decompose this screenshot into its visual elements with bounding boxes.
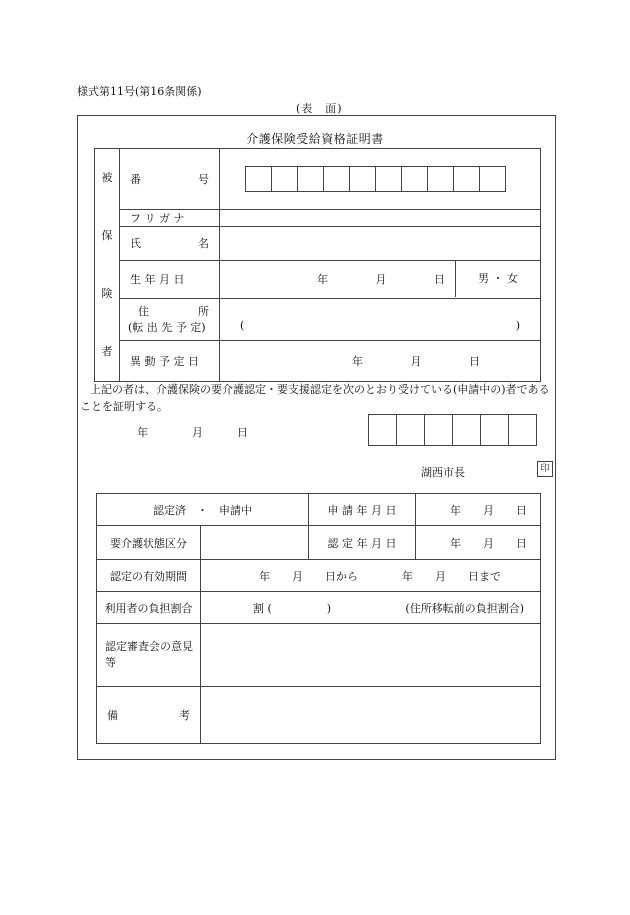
cert-date-year: 年 [137, 426, 148, 439]
birth-label: 生 年 月 日 [120, 260, 220, 298]
app-date-field[interactable]: 年 月 日 [416, 494, 541, 526]
side-char: 者 [101, 345, 113, 358]
name-field[interactable] [220, 226, 541, 260]
remarks-label: 備 考 [97, 687, 201, 744]
app-date-label: 申 請 年 月 日 [309, 494, 416, 526]
address-field[interactable]: ( ) [220, 298, 541, 340]
move-date-field[interactable]: 年 月 日 [220, 340, 541, 381]
furigana-label: フ リ ガ ナ [120, 209, 220, 226]
seal-mark: 印 [537, 461, 553, 477]
number-label: 番 号 [120, 149, 220, 210]
mayor-title: 湖西市長 [421, 466, 465, 479]
cert-date-label: 認 定 年 月 日 [309, 526, 416, 560]
cert-date-day: 日 [237, 426, 248, 439]
insured-table [94, 148, 541, 382]
form-number: 様式第11号(第16条関係) [77, 85, 202, 98]
opinion-label: 認定審査会の意見等 [97, 624, 201, 687]
validity-label: 認定の有効期間 [97, 560, 201, 592]
validity-field[interactable]: 年 月 日から 年 月 日まで [201, 560, 541, 592]
address-label: 住 所 (転 出 先 予 定) [120, 298, 220, 340]
burden-label: 利用者の負担割合 [97, 592, 201, 624]
move-label: 異 動 予 定 日 [120, 340, 220, 381]
form-title: 介護保険受給資格証明書 [246, 132, 384, 146]
burden-field[interactable]: 割 ( ) (住所移転前の負担割合) [201, 592, 541, 624]
insured-side-label [95, 149, 120, 382]
remarks-field[interactable] [201, 687, 541, 744]
face-label: (表 面) [296, 102, 343, 115]
certification-statement: 上記の者は、介護保険の要介護認定・要支援認定を次のとおり受けている(申請中の)者であることを証明する。 [80, 383, 550, 413]
care-table [96, 493, 541, 744]
side-char: 被 [101, 171, 113, 184]
sex-select[interactable]: 男 ・ 女 [455, 261, 540, 297]
opinion-field[interactable] [201, 624, 541, 687]
side-char: 険 [101, 287, 113, 300]
name-label: 氏 名 [120, 226, 220, 260]
code-boxes[interactable] [369, 414, 537, 446]
status-select[interactable]: 認定済 ・ 申請中 [97, 494, 309, 526]
level-label: 要介護状態区分 [97, 526, 201, 560]
side-char: 保 [101, 229, 113, 242]
level-field[interactable] [201, 526, 309, 560]
cert-date-month: 月 [192, 426, 203, 439]
furigana-field[interactable] [220, 209, 541, 226]
number-field[interactable] [220, 149, 541, 210]
birth-field[interactable]: 年 月 日 男 ・ 女 [220, 260, 541, 298]
cert-date-field[interactable]: 年 月 日 [416, 526, 541, 560]
